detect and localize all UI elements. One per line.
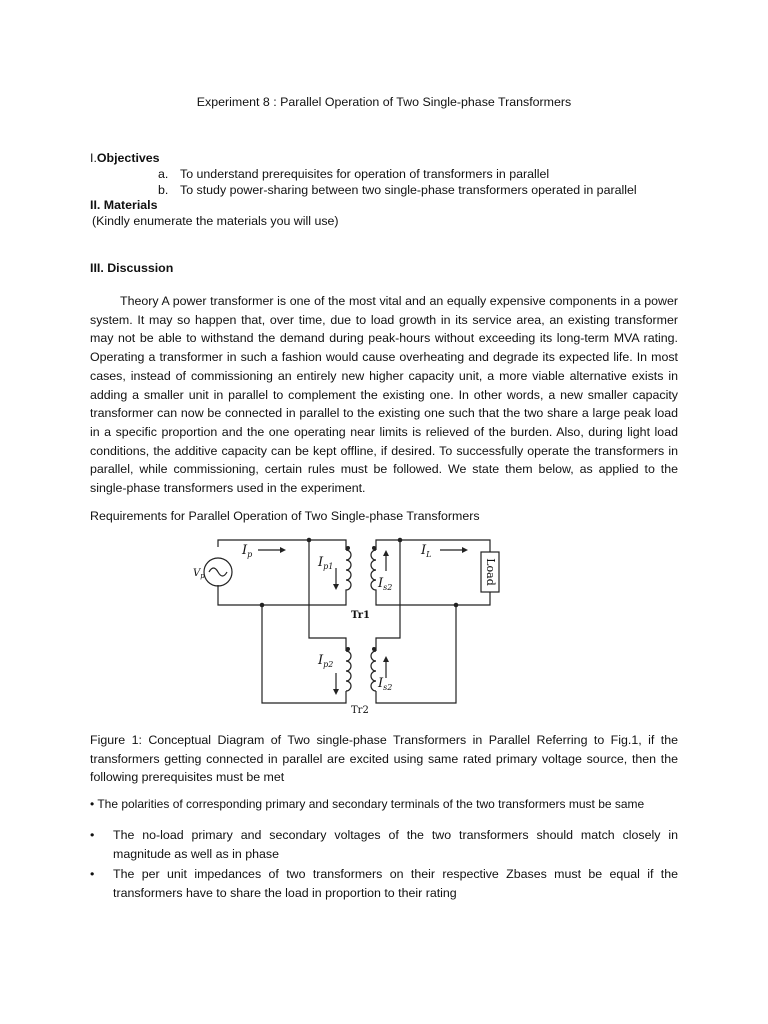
polarity-dot <box>372 546 376 550</box>
discussion-paragraph: Theory A power transformer is one of the most vital and an equally expensive components in a power system. It may so happen that, over time, due to load growth in its service area, an existing transformer may not be able to withstand the demand during peak-hours without exceeding its long-term MVA rating. Operating a transformer in such a fashion would cause overheating and degrade its expected life. In most cases, instead of commissioning an entirely new higher capacity unit, a more viable alternative exists in adding a smaller unit in parallel to complement the existing one. In other words, a new smaller capacity transformer can now be connected in parallel to the existing one such that the two share a large peak load in a specific proportion and the one operating near limits is relieved of the burden. Also, during light load conditions, the additive capacity can be kept offline, if desired. To successfully operate the transformers in parallel, while commissioning, certain rules must be followed. We state them below, as applied to the single-phase transformers used in the experiment. <box>90 294 678 496</box>
objective-text: To understand prerequisites for operation of transformers in parallel <box>180 167 550 181</box>
tr2-secondary-top-wire <box>376 540 400 651</box>
polarity-dot <box>346 647 350 651</box>
materials-heading: II. Materials <box>90 198 158 212</box>
il-arrowhead <box>462 547 468 553</box>
polarity-requirement: • The polarities of corresponding primary and secondary terminals of the two transformers must be same <box>90 797 645 811</box>
list-item-text: The per unit impedances of two transformers on their respective Zbases must be equal if the transformers have to share the load in proportion to their rating <box>113 867 678 900</box>
junction-dot <box>398 538 403 543</box>
sine-wave-icon <box>209 568 227 576</box>
objective-text: To study power-sharing between two single-phase transformers operated in parallel <box>180 183 637 197</box>
ip1-arrowhead <box>333 584 339 590</box>
primary-bottom-wire <box>218 585 346 605</box>
secondary-bottom-wire <box>376 592 490 605</box>
is2-top-arrowhead <box>383 550 389 556</box>
vp-label: $V_p$ <box>193 568 205 580</box>
bullet-icon: • <box>90 828 95 842</box>
objectives-heading <box>90 151 160 165</box>
secondary-top-wire <box>376 540 490 552</box>
objectives-heading-number: I. <box>90 151 97 165</box>
objective-item <box>158 183 637 197</box>
discussion-heading: III. Discussion <box>90 261 174 275</box>
tr1-label: Tr1 <box>351 610 370 621</box>
objectives-heading-text: Objectives <box>96 151 160 165</box>
is2-bottom-label: $I_{s2}$ <box>378 676 393 692</box>
load-label: Load <box>484 558 497 586</box>
tr2-label: Tr2 <box>351 705 369 716</box>
ip-label: $I_p$ <box>242 543 253 559</box>
list-item-text: The no-load primary and secondary voltages of the two transformers should match closely in magnitude as well as in phase <box>113 828 678 861</box>
objective-label: a. <box>158 167 169 181</box>
ip2-label: $I_{p2}$ <box>318 653 334 669</box>
tr1-secondary-coil <box>371 550 376 595</box>
is2-top-label: $I_{s2}$ <box>378 576 393 592</box>
tr2-primary-bottom-wire <box>262 605 346 703</box>
tr2-primary-coil <box>346 651 351 691</box>
is2-bottom-arrowhead <box>383 656 389 662</box>
page-title: Experiment 8 : Parallel Operation of Two Single-phase Transformers <box>196 95 572 109</box>
materials-note: (Kindly enumerate the materials you will use) <box>92 214 339 228</box>
junction-dot <box>307 538 312 543</box>
requirements-heading: Requirements for Parallel Operation of Two Single-phase Transformers <box>90 509 480 523</box>
list-item <box>90 865 678 902</box>
list-item <box>90 826 678 863</box>
junction-dot <box>454 603 459 608</box>
transformer-circuit-diagram <box>180 530 520 720</box>
tr1-primary-coil <box>346 550 351 595</box>
ip1-label: $I_{p1}$ <box>318 555 334 571</box>
ip2-arrowhead <box>333 689 339 695</box>
il-label: $I_L$ <box>421 543 432 559</box>
figure-caption: Figure 1: Conceptual Diagram of Two single-phase Transformers in Parallel Referring to Fig.1, if the transformers getting connected in parallel are excited using same rated primary voltage source, then the following prerequisites must be met <box>90 733 678 785</box>
junction-dot <box>260 603 265 608</box>
objective-label: b. <box>158 183 169 197</box>
polarity-dot <box>346 546 350 550</box>
ip-arrowhead <box>280 547 286 553</box>
tr2-primary-top-wire <box>309 540 346 651</box>
tr2-secondary-coil <box>371 651 376 691</box>
objective-item <box>158 167 549 181</box>
bullet-icon: • <box>90 867 95 881</box>
polarity-dot <box>372 647 376 651</box>
